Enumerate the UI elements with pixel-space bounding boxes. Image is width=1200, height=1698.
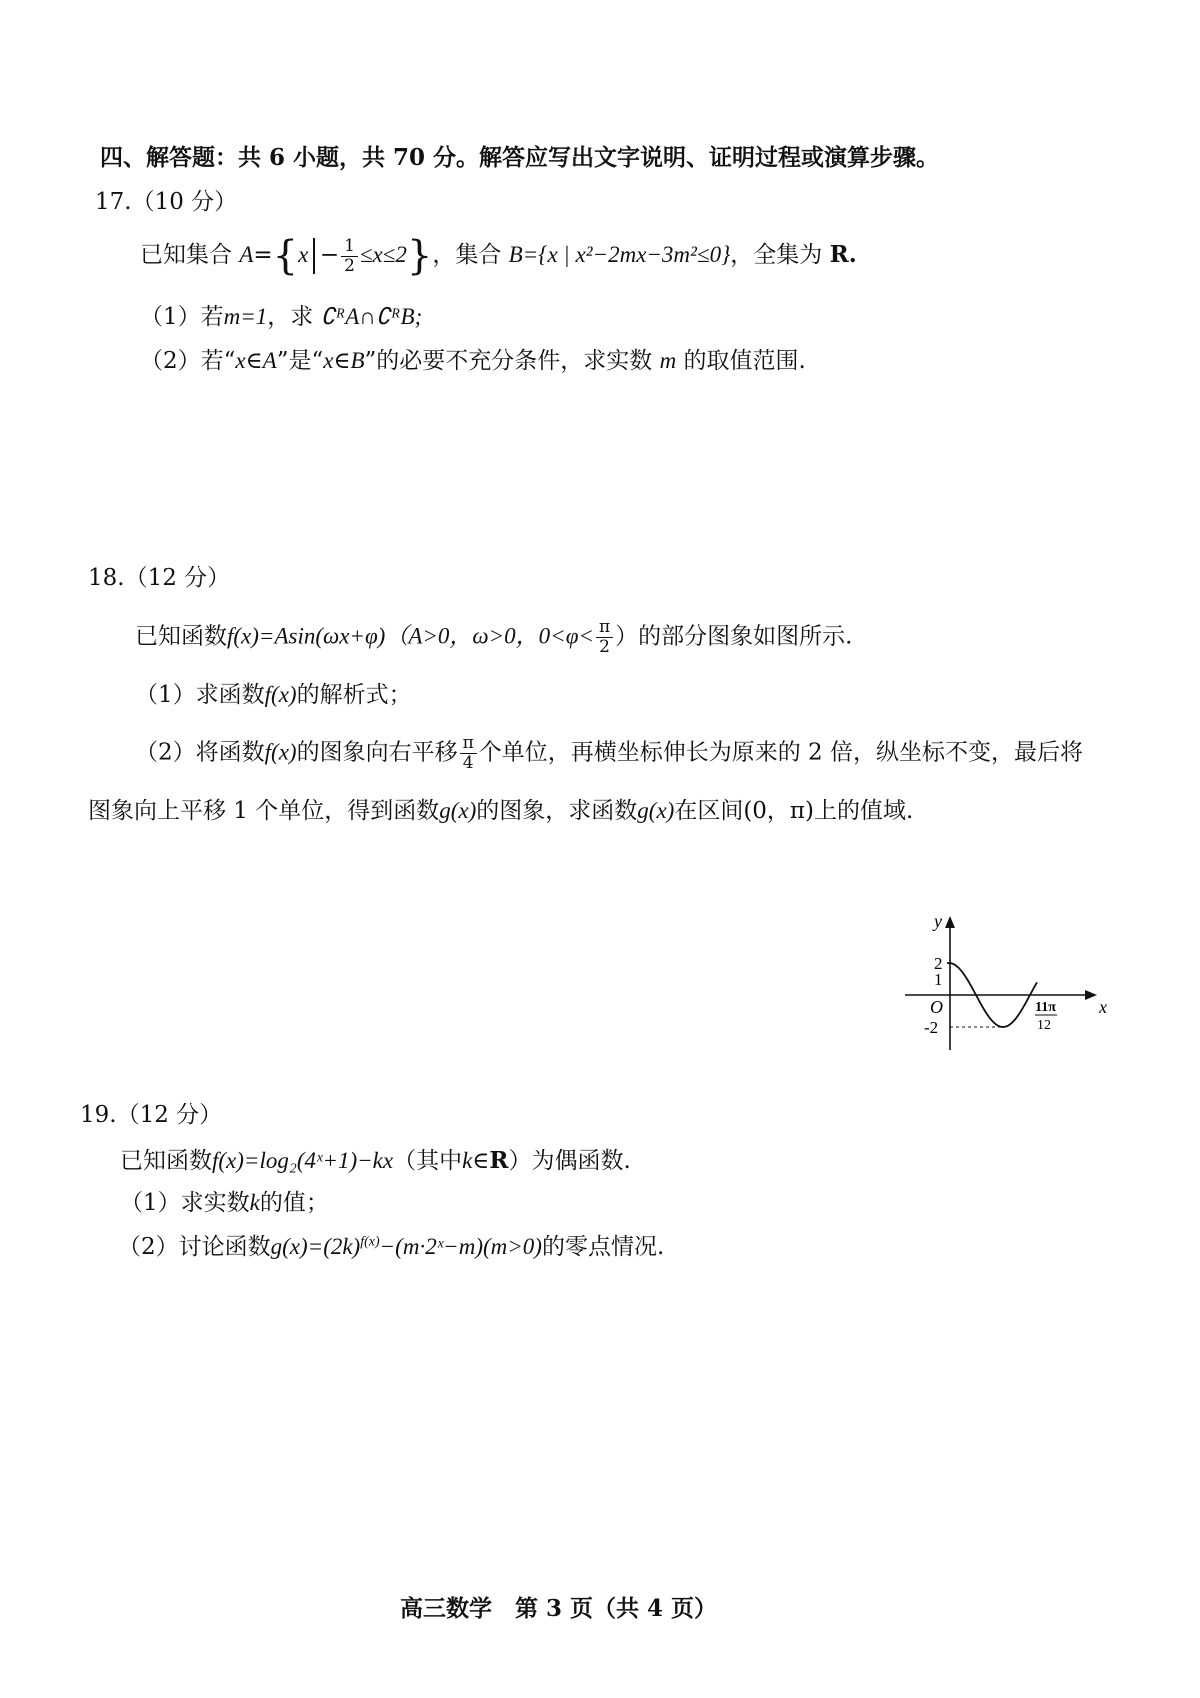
q18-frac-pi-2 xyxy=(596,618,613,657)
q18-p1-tail: 的解析式； xyxy=(296,682,412,708)
q19-p2-func: g(x)=(2k) xyxy=(270,1234,361,1259)
q18-p2-line2-mid: 的图象，求函数 xyxy=(476,798,638,824)
q18-p2-line2-tail: 在区间(0，π)上的值域. xyxy=(674,798,914,824)
q18-p2-func: f(x) xyxy=(264,739,297,765)
q19-stem-k: k∈ xyxy=(462,1148,490,1173)
q19-stem-mid: （其中 xyxy=(393,1148,463,1174)
q17-frac-den: 2 xyxy=(344,255,355,276)
y-tick-1: 1 xyxy=(934,970,943,989)
q19-stem-prefix: 已知函数 xyxy=(120,1148,212,1174)
y-tick-neg2: -2 xyxy=(924,1018,939,1037)
q18-g1: g(x) xyxy=(439,798,477,823)
q19-stem-tail: ）为偶函数. xyxy=(508,1148,631,1174)
q18-p2-line2-prefix: 图象向上平移 1 个单位，得到函数 xyxy=(88,798,440,824)
q17-part2 xyxy=(140,346,806,376)
x-axis-arrow xyxy=(1085,990,1097,1000)
q17-set-b: B={x | x²−2mx−3m²≤0} xyxy=(508,242,731,267)
q17-stem-tail: ，全集为 xyxy=(730,242,830,268)
q17-stem-prefix: 已知集合 xyxy=(140,242,232,268)
q18-frac-pi: π xyxy=(596,618,613,638)
q19-p2-func-tail: −(m·2ˣ−m)(m>0) xyxy=(379,1234,542,1259)
q18-frac-pi-4 xyxy=(460,734,477,773)
q18-p2-prefix: （2）将函数 xyxy=(135,739,265,766)
y-tick-2: 2 xyxy=(934,954,943,973)
q19-stem-r: R xyxy=(489,1147,509,1174)
q18-graph xyxy=(885,915,1125,1055)
q18-stem-prefix: 已知函数 xyxy=(135,623,227,650)
q17-p2-tail: 的取值范围. xyxy=(683,348,806,374)
q19-stem-func: f(x)=log₂(4ˣ+1)−kx xyxy=(212,1148,394,1173)
origin-label: O xyxy=(930,997,943,1017)
q17-p2-b: x∈B xyxy=(323,348,365,373)
q17-p2-mid1: ”是“ xyxy=(276,348,324,374)
q17-p2-a: x∈A xyxy=(235,348,277,373)
y-axis-label: y xyxy=(934,915,942,931)
q17-p1-mid: ，求 xyxy=(267,304,321,330)
q19-p2-tail: 的零点情况. xyxy=(541,1234,665,1260)
x-axis-label: x xyxy=(1099,997,1107,1017)
q19-p1-tail: 的值； xyxy=(259,1190,329,1216)
q17-stem-mid: ，集合 xyxy=(432,242,502,268)
q17-part1 xyxy=(140,302,422,332)
q19-number: 19.（12 分） xyxy=(80,1102,223,1128)
q17-p1-math: m=1 xyxy=(223,304,268,329)
q18-stem xyxy=(135,618,852,657)
q17-frac-num: 1 xyxy=(341,237,358,257)
q18-p1-func: f(x) xyxy=(264,682,297,707)
q17-set-a-cond: ≤x≤2 xyxy=(359,242,407,267)
q19-stem xyxy=(120,1146,631,1176)
q18-frac4-4: 4 xyxy=(462,753,474,773)
q18-p2-tail: 个单位，再横坐标伸长为原来的 2 倍，纵坐标不变，最后将 xyxy=(478,739,1084,766)
q17-brace-right: } xyxy=(406,233,433,279)
q18-g2: g(x) xyxy=(637,798,675,823)
q17-p1-prefix: （1）若 xyxy=(140,304,224,330)
q19-part2 xyxy=(118,1232,664,1262)
y-axis-arrow xyxy=(945,916,955,928)
q17-universe: R. xyxy=(829,241,857,268)
q17-brace-left: { xyxy=(272,233,299,279)
q17-set-a-var: A xyxy=(239,242,254,267)
q19-p1-prefix: （1）求实数 xyxy=(120,1190,250,1216)
q17-fraction xyxy=(341,237,358,276)
page-footer: 高三数学 第 3 页（共 4 页） xyxy=(400,1595,718,1622)
q19-p2-sup: f(x) xyxy=(360,1234,380,1250)
q17-set-a-elem: x xyxy=(298,242,309,267)
section-header: 四、解答题：共 6 小题，共 70 分。解答应写出文字说明、证明过程或演算步骤。 xyxy=(100,144,940,171)
q17-number: 17.（10 分） xyxy=(95,189,238,215)
q18-stem-func: f(x)=Asin(ωx+φ)（A>0，ω>0，0<φ< xyxy=(227,623,594,649)
q17-p2-mid2: ”的必要不充分条件，求实数 xyxy=(364,348,653,374)
q18-part2 xyxy=(135,734,1083,773)
x-tick-12: 12 xyxy=(1037,1018,1051,1033)
q18-p2-mid: 的图象向右平移 xyxy=(296,739,458,766)
q18-part1 xyxy=(135,680,412,710)
q18-frac4-pi: π xyxy=(460,734,477,754)
q18-number: 18.（12 分） xyxy=(88,565,231,591)
q18-stem-tail: ）的部分图象如图所示. xyxy=(615,623,853,650)
q19-part1 xyxy=(120,1188,329,1218)
x-tick-11pi: 11π xyxy=(1035,1000,1056,1015)
q17-set-bar xyxy=(313,238,315,274)
q17-p1-expr: ∁ᴿA∩∁ᴿB; xyxy=(320,304,423,329)
q18-part2-line2 xyxy=(88,796,913,826)
q17-p2-prefix: （2）若“ xyxy=(140,348,236,374)
q19-p2-prefix: （2）讨论函数 xyxy=(118,1234,271,1260)
q17-stem: 已知集合 A={x − $\frac{1}{2}$ ≤x≤2}，集合 B={x | x²−2mx−3m²≤0}，全集为 R. xyxy=(140,233,857,279)
q18-p1-prefix: （1）求函数 xyxy=(135,682,265,708)
q19-p1-var: k xyxy=(249,1190,260,1215)
q17-p2-var: m xyxy=(659,348,677,373)
q18-frac-2: 2 xyxy=(599,637,610,657)
